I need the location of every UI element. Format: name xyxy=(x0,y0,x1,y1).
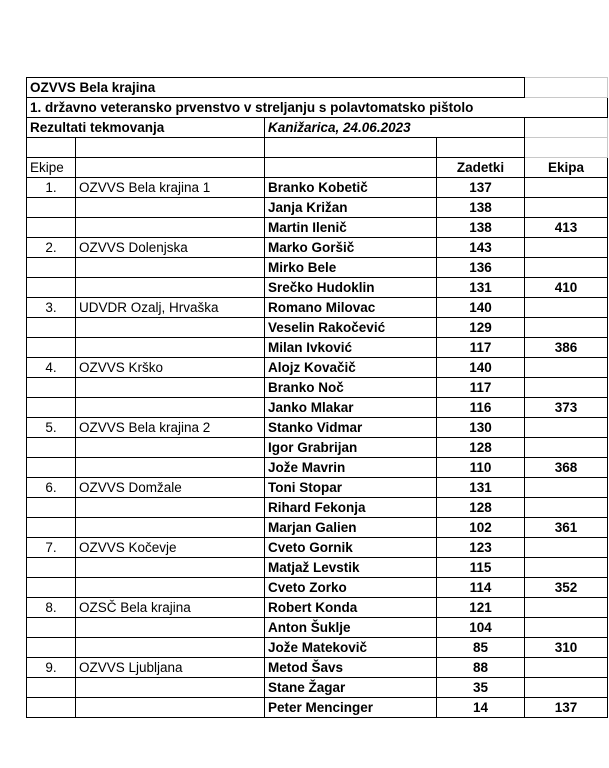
member-hits: 143 xyxy=(437,238,525,258)
table-row xyxy=(27,658,608,678)
team-name: OZVVS Ljubljana xyxy=(76,658,265,678)
place-date: Kanižarica, 24.06.2023 xyxy=(265,118,525,138)
member-name: Stane Žagar xyxy=(265,678,437,698)
member-hits: 102 xyxy=(437,518,525,538)
member-hits: 35 xyxy=(437,678,525,698)
member-name: Veselin Rakočević xyxy=(265,318,437,338)
member-hits: 137 xyxy=(437,178,525,198)
table-row xyxy=(27,238,608,258)
member-hits: 110 xyxy=(437,458,525,478)
table-row xyxy=(27,578,608,598)
table-row xyxy=(27,518,608,538)
member-name: Robert Konda xyxy=(265,598,437,618)
table-row xyxy=(27,218,608,238)
member-hits: 117 xyxy=(437,338,525,358)
team-rank: 3. xyxy=(27,298,76,318)
table-row xyxy=(27,398,608,418)
event-title: 1. državno veteransko prvenstvo v streljanju s polavtomatsko pištolo xyxy=(27,98,608,118)
table-row xyxy=(27,198,608,218)
member-name: Cveto Gornik xyxy=(265,538,437,558)
team-total: 310 xyxy=(525,638,608,658)
member-name: Romano Milovac xyxy=(265,298,437,318)
member-hits: 121 xyxy=(437,598,525,618)
member-name: Cveto Zorko xyxy=(265,578,437,598)
table-row xyxy=(27,698,608,718)
team-total: 410 xyxy=(525,278,608,298)
member-name: Igor Grabrijan xyxy=(265,438,437,458)
member-name: Anton Šuklje xyxy=(265,618,437,638)
member-hits: 104 xyxy=(437,618,525,638)
table-row xyxy=(27,258,608,278)
team-name: OZVVS Domžale xyxy=(76,478,265,498)
team-rank: 6. xyxy=(27,478,76,498)
member-hits: 128 xyxy=(437,498,525,518)
member-hits: 128 xyxy=(437,438,525,458)
table-row xyxy=(27,598,608,618)
table-row xyxy=(27,558,608,578)
table-row xyxy=(27,318,608,338)
table-row xyxy=(27,498,608,518)
table-row xyxy=(27,278,608,298)
table-row xyxy=(27,638,608,658)
member-name: Alojz Kovačič xyxy=(265,358,437,378)
member-name: Metod Šavs xyxy=(265,658,437,678)
team-total: 386 xyxy=(525,338,608,358)
member-name: Branko Noč xyxy=(265,378,437,398)
member-name: Toni Stopar xyxy=(265,478,437,498)
member-hits: 114 xyxy=(437,578,525,598)
member-hits: 88 xyxy=(437,658,525,678)
team-name: OZVVS Kočevje xyxy=(76,538,265,558)
member-hits: 140 xyxy=(437,358,525,378)
member-hits: 138 xyxy=(437,198,525,218)
team-rank: 9. xyxy=(27,658,76,678)
team-total: 413 xyxy=(525,218,608,238)
team-name: UDVDR Ozalj, Hrvaška xyxy=(76,298,265,318)
team-total: 368 xyxy=(525,458,608,478)
member-name: Branko Kobetič xyxy=(265,178,437,198)
member-name: Jože Matekovič xyxy=(265,638,437,658)
table-row xyxy=(27,618,608,638)
table-row xyxy=(27,178,608,198)
team-total: 373 xyxy=(525,398,608,418)
member-hits: 85 xyxy=(437,638,525,658)
member-hits: 14 xyxy=(437,698,525,718)
table-row xyxy=(27,678,608,698)
member-hits: 123 xyxy=(437,538,525,558)
member-name: Marjan Galien xyxy=(265,518,437,538)
member-name: Milan Ivković xyxy=(265,338,437,358)
table-row xyxy=(27,378,608,398)
team-rank: 7. xyxy=(27,538,76,558)
member-name: Matjaž Levstik xyxy=(265,558,437,578)
member-name: Rihard Fekonja xyxy=(265,498,437,518)
member-hits: 136 xyxy=(437,258,525,278)
member-name: Janko Mlakar xyxy=(265,398,437,418)
team-total: 137 xyxy=(525,698,608,718)
team-total: 361 xyxy=(525,518,608,538)
member-hits: 116 xyxy=(437,398,525,418)
table-row xyxy=(27,458,608,478)
team-rank: 8. xyxy=(27,598,76,618)
member-hits: 117 xyxy=(437,378,525,398)
teams-header: Ekipe xyxy=(27,158,76,178)
member-name: Marko Goršič xyxy=(265,238,437,258)
results-table xyxy=(26,77,608,718)
member-hits: 129 xyxy=(437,318,525,338)
team-total-header: Ekipa xyxy=(525,158,608,178)
member-name: Martin Ilenič xyxy=(265,218,437,238)
member-hits: 131 xyxy=(437,478,525,498)
table-row xyxy=(27,478,608,498)
member-hits: 140 xyxy=(437,298,525,318)
org-title: OZVVS Bela krajina xyxy=(27,78,525,98)
member-name: Jože Mavrin xyxy=(265,458,437,478)
team-name: OZVVS Krško xyxy=(76,358,265,378)
team-name: OZVVS Dolenjska xyxy=(76,238,265,258)
team-rank: 1. xyxy=(27,178,76,198)
member-hits: 138 xyxy=(437,218,525,238)
table-row xyxy=(27,298,608,318)
team-name: OZVVS Bela krajina 1 xyxy=(76,178,265,198)
team-name: OZSČ Bela krajina xyxy=(76,598,265,618)
member-name: Srečko Hudoklin xyxy=(265,278,437,298)
table-row xyxy=(27,358,608,378)
table-row xyxy=(27,418,608,438)
table-row xyxy=(27,438,608,458)
member-name: Janja Križan xyxy=(265,198,437,218)
member-hits: 131 xyxy=(437,278,525,298)
hits-header: Zadetki xyxy=(437,158,525,178)
member-name: Mirko Bele xyxy=(265,258,437,278)
member-hits: 115 xyxy=(437,558,525,578)
team-rank: 2. xyxy=(27,238,76,258)
team-name: OZVVS Bela krajina 2 xyxy=(76,418,265,438)
member-hits: 130 xyxy=(437,418,525,438)
member-name: Stanko Vidmar xyxy=(265,418,437,438)
team-rank: 4. xyxy=(27,358,76,378)
team-rank: 5. xyxy=(27,418,76,438)
table-row xyxy=(27,338,608,358)
table-row xyxy=(27,538,608,558)
results-label: Rezultati tekmovanja xyxy=(27,118,265,138)
team-total: 352 xyxy=(525,578,608,598)
member-name: Peter Mencinger xyxy=(265,698,437,718)
